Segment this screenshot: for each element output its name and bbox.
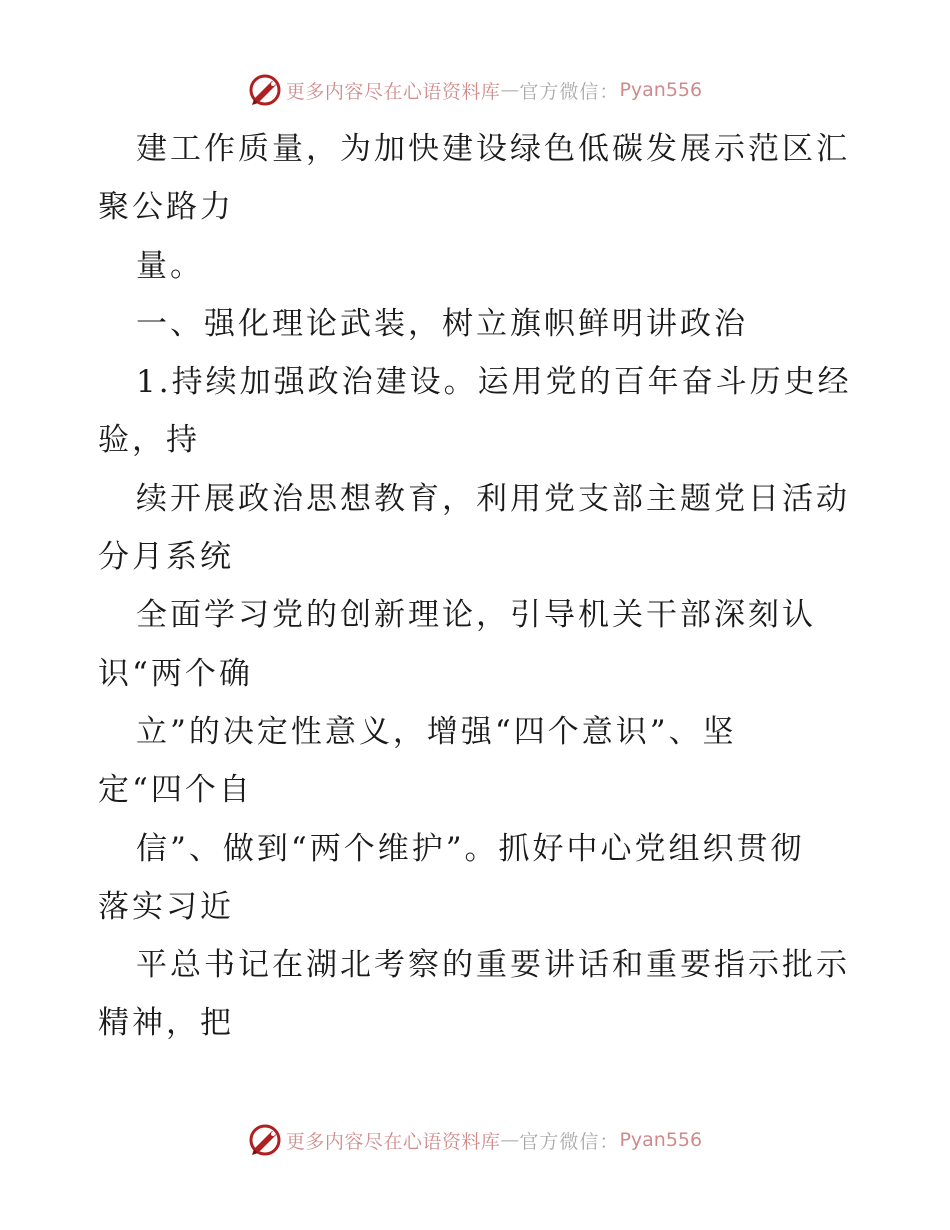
section-heading: 一、强化理论武装，树立旗帜鲜明讲政治 [136,305,748,342]
text-line: 聚公路力 [98,189,234,226]
header-watermark [0,70,950,110]
watermark-wechat-id: Pyan556 [619,1129,703,1151]
text-line: 平总书记在湖北考察的重要讲话和重要指示批示 [136,947,850,984]
pen-logo-icon [248,1123,282,1157]
text-line: 量。 [136,247,204,284]
watermark-wechat-id: Pyan556 [619,79,703,101]
watermark-label: 官方微信： [519,80,620,103]
text-line: 立”的决定性意义，增强“四个意识”、坚 [136,713,737,750]
document-body [98,120,858,1053]
watermark-site-text: 更多内容尽在心语资料库 [285,80,501,103]
watermark-dash: — [500,1129,520,1151]
text-line: 续开展政治思想教育，利用党支部主题党日活动 [136,480,850,517]
text-line: 1.持续加强政治建设。运用党的百年奋斗历史经 [136,364,852,401]
footer-watermark [0,1120,950,1160]
watermark-dash: — [500,79,520,101]
text-line: 信”、做到“两个维护”。抓好中心党组织贯彻 [136,830,805,867]
watermark-site-text: 更多内容尽在心语资料库 [285,1130,501,1153]
text-line: 建工作质量，为加快建设绿色低碳发展示范区汇 [136,131,850,167]
text-line: 精神，把 [98,1005,234,1042]
text-line: 验，持 [98,422,200,459]
text-line: 识“两个确 [98,655,253,692]
watermark-label: 官方微信： [519,1130,620,1153]
text-line: 分月系统 [98,539,234,576]
pen-logo-icon [248,73,282,107]
text-line: 全面学习党的创新理论，引导机关干部深刻认 [136,597,816,634]
text-line: 落实习近 [98,888,234,925]
text-line: 定“四个自 [98,772,253,809]
